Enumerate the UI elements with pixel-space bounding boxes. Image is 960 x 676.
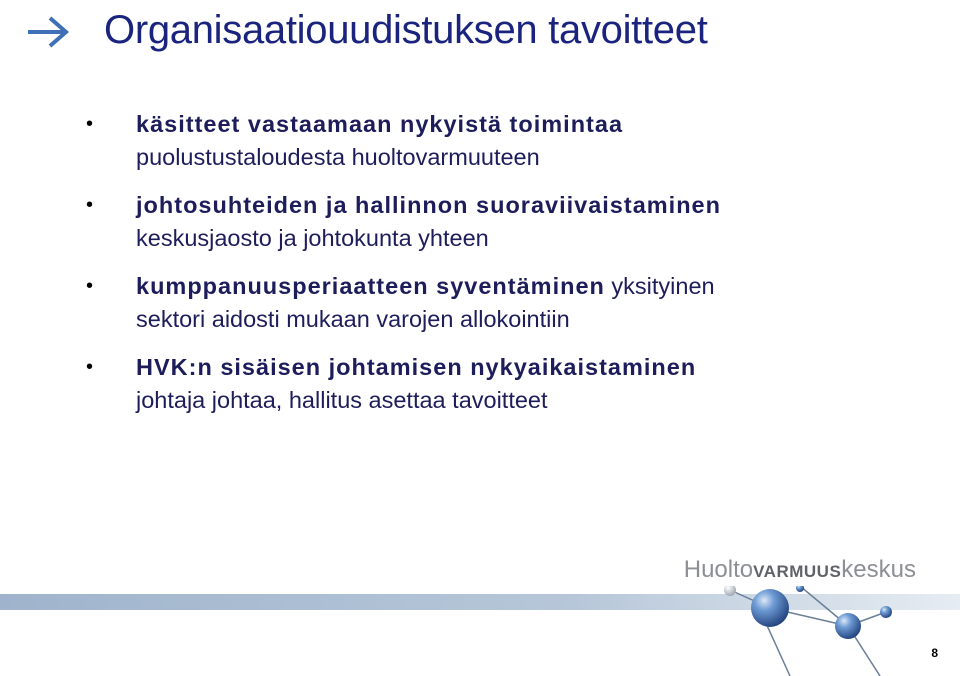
bullet-detail: puolustustaloudesta huoltovarmuuteen [136, 144, 540, 170]
molecule-network-icon [0, 586, 960, 676]
bullet-item [86, 189, 926, 255]
bullet-heading: johtosuhteiden ja hallinnon suoraviivaistaminen [136, 192, 721, 218]
bullet-detail: keskusjaosto ja johtokunta yhteen [136, 225, 489, 251]
arrow-right-icon [24, 14, 72, 50]
bullet-detail: sektori aidosti mukaan varojen allokointiin [136, 306, 570, 332]
bullet-item [86, 270, 926, 336]
bullet-heading: käsitteet vastaamaan nykyistä toimintaa [136, 111, 624, 137]
bullet-marker: • [86, 113, 94, 135]
bullet-item [86, 108, 926, 174]
bullet-list [86, 108, 926, 432]
bullet-heading: kumppanuusperiaatteen syventäminen [136, 273, 605, 299]
logo-part-1: Huolto [683, 556, 754, 583]
logo-part-3: keskus [841, 556, 916, 583]
bullet-marker: • [86, 356, 94, 378]
bullet-detail: johtaja johtaa, hallitus asettaa tavoitteet [136, 387, 548, 413]
bullet-heading-rest: yksityinen [604, 273, 715, 299]
bullet-item [86, 351, 926, 417]
bullet-marker: • [86, 194, 94, 216]
logo [684, 556, 916, 584]
bullet-marker: • [86, 275, 94, 297]
logo-part-2: VARMUUS [753, 562, 842, 581]
bullet-heading: HVK:n sisäisen johtamisen nykyaikaistaminen [136, 354, 697, 380]
page-number: 8 [931, 646, 938, 660]
slide-title: Organisaatiouudistuksen tavoitteet [104, 8, 708, 52]
